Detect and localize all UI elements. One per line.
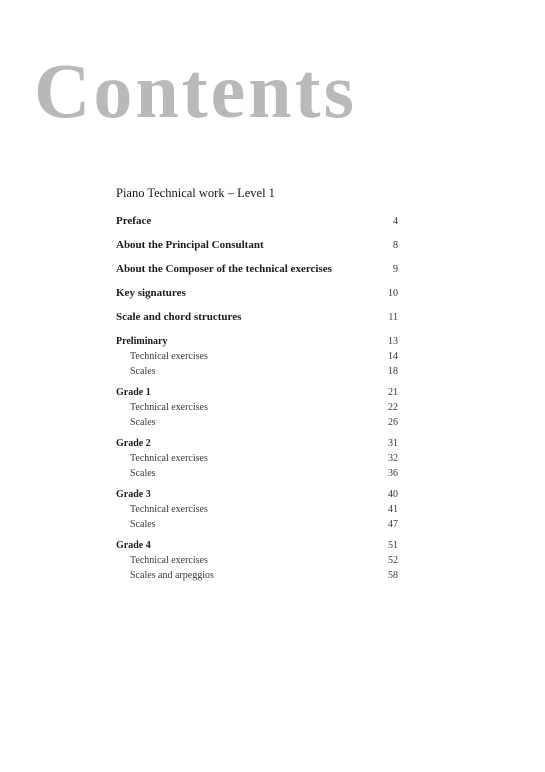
toc-entry-label: Grade 4 xyxy=(116,540,151,551)
toc-entry-label: Scale and chord structures xyxy=(116,311,242,323)
toc-group-heading[interactable] xyxy=(116,334,398,349)
page-title: Contents xyxy=(34,47,358,134)
toc-subentry[interactable] xyxy=(116,415,398,430)
toc-page-number: 11 xyxy=(388,312,398,323)
toc-subentry[interactable] xyxy=(116,502,398,517)
toc-page-number: 31 xyxy=(388,438,398,449)
toc-page-number: 52 xyxy=(388,555,398,566)
toc-entry-label: Preliminary xyxy=(116,336,168,347)
toc-group-grade-2 xyxy=(116,436,398,481)
table-of-contents xyxy=(116,186,398,589)
toc-page-number: 13 xyxy=(388,336,398,347)
toc-entry-label: Scales xyxy=(130,519,156,530)
toc-subentry[interactable] xyxy=(116,568,398,583)
toc-page-number: 51 xyxy=(388,540,398,551)
toc-entry-principal-consultant[interactable] xyxy=(116,238,398,253)
toc-entry-label: Scales xyxy=(130,417,156,428)
toc-page-number: 47 xyxy=(388,519,398,530)
toc-page-number: 40 xyxy=(388,489,398,500)
toc-entry-label: Technical exercises xyxy=(130,351,208,362)
toc-entry-label: Technical exercises xyxy=(130,402,208,413)
toc-entry-label: Preface xyxy=(116,215,152,227)
toc-page-number: 26 xyxy=(388,417,398,428)
toc-entry-label: About the Principal Consultant xyxy=(116,239,264,251)
toc-page-number: 18 xyxy=(388,366,398,377)
toc-group-heading[interactable] xyxy=(116,436,398,451)
toc-heading: Piano Technical work – Level 1 xyxy=(116,186,275,200)
toc-group-preliminary xyxy=(116,334,398,379)
toc-page-number: 8 xyxy=(393,240,398,251)
toc-entry-label: Grade 3 xyxy=(116,489,151,500)
toc-entry-label: Key signatures xyxy=(116,287,186,299)
toc-subentry[interactable] xyxy=(116,349,398,364)
toc-entry-label: Grade 2 xyxy=(116,438,151,449)
toc-entry-key-signatures[interactable] xyxy=(116,286,398,301)
toc-entry-composer[interactable] xyxy=(116,262,398,277)
toc-page-number: 10 xyxy=(388,288,398,299)
toc-group-grade-1 xyxy=(116,385,398,430)
toc-page-number: 9 xyxy=(393,264,398,275)
toc-subentry[interactable] xyxy=(116,553,398,568)
toc-group-heading[interactable] xyxy=(116,385,398,400)
toc-entry-label: Technical exercises xyxy=(130,453,208,464)
toc-group-heading[interactable] xyxy=(116,538,398,553)
toc-subentry[interactable] xyxy=(116,517,398,532)
toc-subentry[interactable] xyxy=(116,400,398,415)
toc-entry-label: Scales xyxy=(130,468,156,479)
toc-group-grade-3 xyxy=(116,487,398,532)
toc-page-number: 36 xyxy=(388,468,398,479)
toc-page-number: 22 xyxy=(388,402,398,413)
toc-entry-label: Scales and arpeggios xyxy=(130,570,214,581)
toc-page-number: 58 xyxy=(388,570,398,581)
toc-subentry[interactable] xyxy=(116,466,398,481)
toc-group-heading[interactable] xyxy=(116,487,398,502)
toc-page-number: 41 xyxy=(388,504,398,515)
toc-entry-label: Grade 1 xyxy=(116,387,151,398)
toc-entry-label: Technical exercises xyxy=(130,504,208,515)
toc-entry-label: Scales xyxy=(130,366,156,377)
toc-page-number: 4 xyxy=(393,216,398,227)
toc-page-number: 32 xyxy=(388,453,398,464)
toc-entry-preface[interactable] xyxy=(116,214,398,229)
toc-entry-label: About the Composer of the technical exercises xyxy=(116,263,332,275)
toc-group-grade-4 xyxy=(116,538,398,583)
toc-page-number: 14 xyxy=(388,351,398,362)
toc-page-number: 21 xyxy=(388,387,398,398)
toc-entry-label: Technical exercises xyxy=(130,555,208,566)
toc-entry-scale-chord-structures[interactable] xyxy=(116,310,398,325)
toc-subentry[interactable] xyxy=(116,451,398,466)
toc-subentry[interactable] xyxy=(116,364,398,379)
